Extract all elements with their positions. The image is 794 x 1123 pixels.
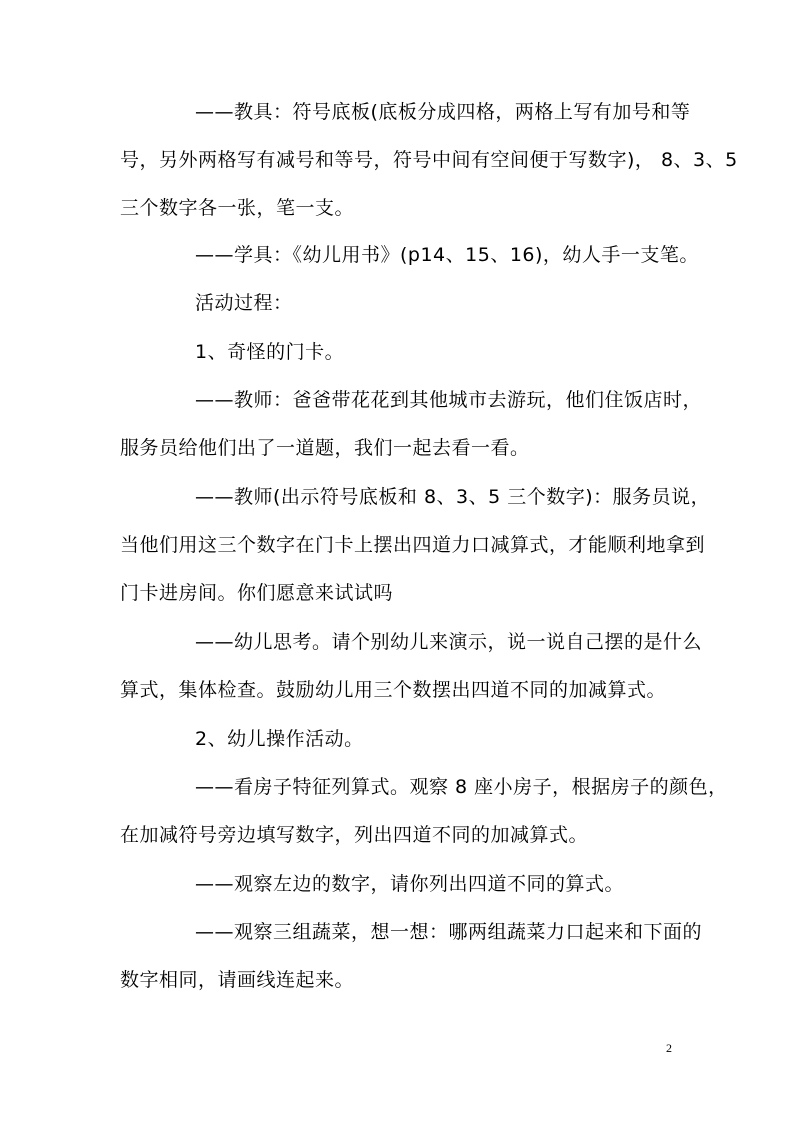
- text-line: 当他们用这三个数字在门卡上摆出四道力口减算式，才能顺利地拿到: [120, 534, 706, 556]
- text-line: 三个数字各一张，笔一支。: [120, 197, 355, 219]
- text-line: 号，另外两格写有减号和等号，符号中间有空间便于写数字)， 8、3、5: [120, 149, 738, 171]
- text-line: 门卡进房间。你们愿意来试试吗: [120, 582, 394, 604]
- text-line: ——观察左边的数字，请你列出四道不同的算式。: [195, 873, 625, 895]
- section-heading: 活动过程：: [195, 292, 293, 314]
- text-line: ——幼儿思考。请个别幼儿来演示，说一说自己摆的是什么: [195, 631, 703, 653]
- text-line: 算式，集体检查。鼓励幼儿用三个数摆出四道不同的加减算式。: [120, 679, 667, 701]
- step-heading: 2、幼儿操作活动。: [195, 728, 364, 750]
- text-line: ——教师(出示符号底板和 8、3、5 三个数字)：服务员说，: [195, 486, 711, 508]
- text-line: ——教具：符号底板(底板分成四格，两格上写有加号和等: [195, 101, 691, 123]
- text-line: ——观察三组蔬菜，想一想：哪两组蔬菜力口起来和下面的: [195, 921, 703, 943]
- text-line: 数字相同，请画线连起来。: [120, 969, 355, 991]
- text-line: ——教师：爸爸带花花到其他城市去游玩，他们住饭店时，: [195, 389, 703, 411]
- text-line: 服务员给他们出了一道题，我们一起去看一看。: [120, 437, 530, 459]
- text-line: ——看房子特征列算式。观察 8 座小房子，根据房子的颜色，: [195, 776, 728, 798]
- text-line: ——学具：《幼儿用书》(p14、15、16)，幼人手一支笔。: [195, 244, 699, 266]
- page-number: 2: [666, 1041, 672, 1055]
- step-heading: 1、奇怪的门卡。: [195, 341, 345, 363]
- text-line: 在加减符号旁边填写数字，列出四道不同的加减算式。: [120, 824, 589, 846]
